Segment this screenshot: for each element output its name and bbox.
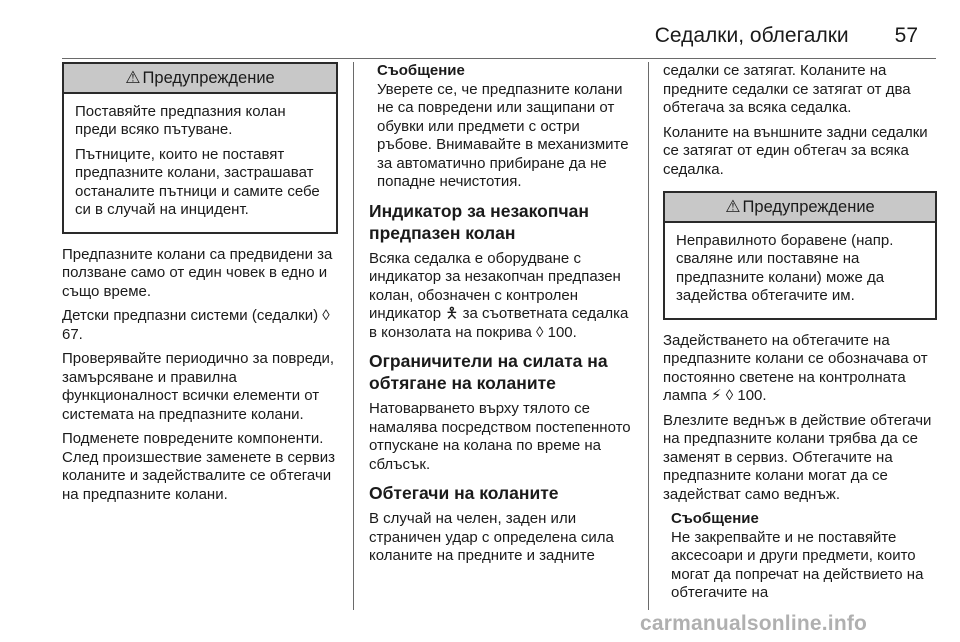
note-block bbox=[369, 62, 635, 192]
watermark: carmanualsonline.info bbox=[640, 612, 868, 635]
warning-triangle-icon: ⚠ bbox=[125, 68, 141, 87]
warning-title: Предупреждение bbox=[142, 69, 275, 87]
section-heading: Индикатор за незакопчан предпазен колан bbox=[369, 200, 589, 243]
column-1 bbox=[62, 62, 338, 510]
paragraph: Влезлите веднъж в действие обтегачи на предпазните колани трябва да се заменят в сервиз. Обтегачите на предпазните колани могат да се задействат само веднъж. bbox=[663, 411, 932, 503]
paragraph: Коланите на външните задни седалки се затягат от един обтегач за всяка седалка. bbox=[663, 123, 928, 178]
warning-box bbox=[62, 62, 338, 234]
warning-text: Пътниците, които не поставят предпазните колани, застрашават останалите пътници и самите себе си в случай на инцидент. bbox=[75, 145, 320, 218]
page-header bbox=[655, 24, 918, 48]
paragraph: седалки се затягат. Коланите на предните седалки се затягат от два обтегача за всяка седалка. bbox=[663, 62, 911, 116]
warning-text: Неправилното боравене (напр. сваляне или поставяне на предпазните колани) може да задейства обтегачите им. bbox=[676, 231, 894, 304]
warning-body bbox=[64, 94, 336, 232]
column-2 bbox=[369, 62, 635, 572]
note-text: Уверете се, че предпазните колани не са повредени или защипани от обувки или предмети с остри ръбове. Внимавайте в механизмите за автоматично прибиране да не попадне нечистотия. bbox=[377, 80, 629, 190]
note-title: Съобщение bbox=[671, 510, 759, 527]
section-heading: Ограничители на силата на обтягане на коланите bbox=[369, 351, 608, 393]
paragraph: Проверявайте периодично за повреди, замърсяване и правилна функционалност всички елементи от системата на предпазните колани. bbox=[62, 350, 335, 423]
warning-header bbox=[64, 64, 336, 94]
warning-title: Предупреждение bbox=[742, 198, 875, 216]
paragraph: Всяка седалка е оборудване с индикатор за незакопчан предпазен колан, обозначен с контролен индикатор 🯅 за съответната седалка в конзолата на покрива ◊ 100. bbox=[369, 249, 629, 341]
warning-text: Поставяйте предпазния колан преди всяко пътуване. bbox=[75, 102, 286, 138]
column-divider bbox=[353, 62, 354, 610]
warning-box bbox=[663, 191, 937, 320]
warning-header bbox=[665, 193, 935, 223]
note-title: Съобщение bbox=[377, 62, 465, 79]
page-number: 57 bbox=[894, 24, 918, 47]
paragraph: Задействането на обтегачите на предпазните колани се обозначава от постоянно светене на контролната лампа ⚡ ◊ 100. bbox=[663, 331, 928, 404]
paragraph: Предпазните колани са предвидени за ползване само от един човек в едно и също време. bbox=[62, 245, 333, 300]
airbag-indicator-icon: ⚡ bbox=[711, 387, 722, 404]
section-title: Седалки, облегалки bbox=[654, 24, 849, 47]
note-text: Не закрепвайте и не поставяйте аксесоари и други предмети, които могат да попречат на действието на обтегачите на bbox=[671, 528, 924, 601]
warning-triangle-icon: ⚠ bbox=[725, 197, 741, 216]
warning-body bbox=[665, 223, 935, 318]
paragraph: В случай на челен, заден или страничен удар с определена сила коланите на предните и задните bbox=[369, 510, 614, 564]
seatbelt-reminder-icon: 🯅 bbox=[445, 305, 459, 322]
paragraph: Подменете повредените компоненти. След произшествие заменете в сервиз коланите и задействалите се обтегачи на предпазните колани. bbox=[62, 430, 335, 503]
section-heading: Обтегачи на коланите bbox=[369, 483, 559, 503]
column-3 bbox=[663, 62, 937, 603]
header-rule bbox=[62, 58, 936, 59]
column-divider bbox=[648, 62, 649, 610]
note-block bbox=[663, 510, 937, 603]
paragraph: Натоварването върху тялото се намалява посредством постепенното отпускане на колана по време на сблъсък. bbox=[369, 400, 631, 473]
paragraph: Детски предпазни системи (седалки) ◊ 67. bbox=[62, 307, 330, 343]
